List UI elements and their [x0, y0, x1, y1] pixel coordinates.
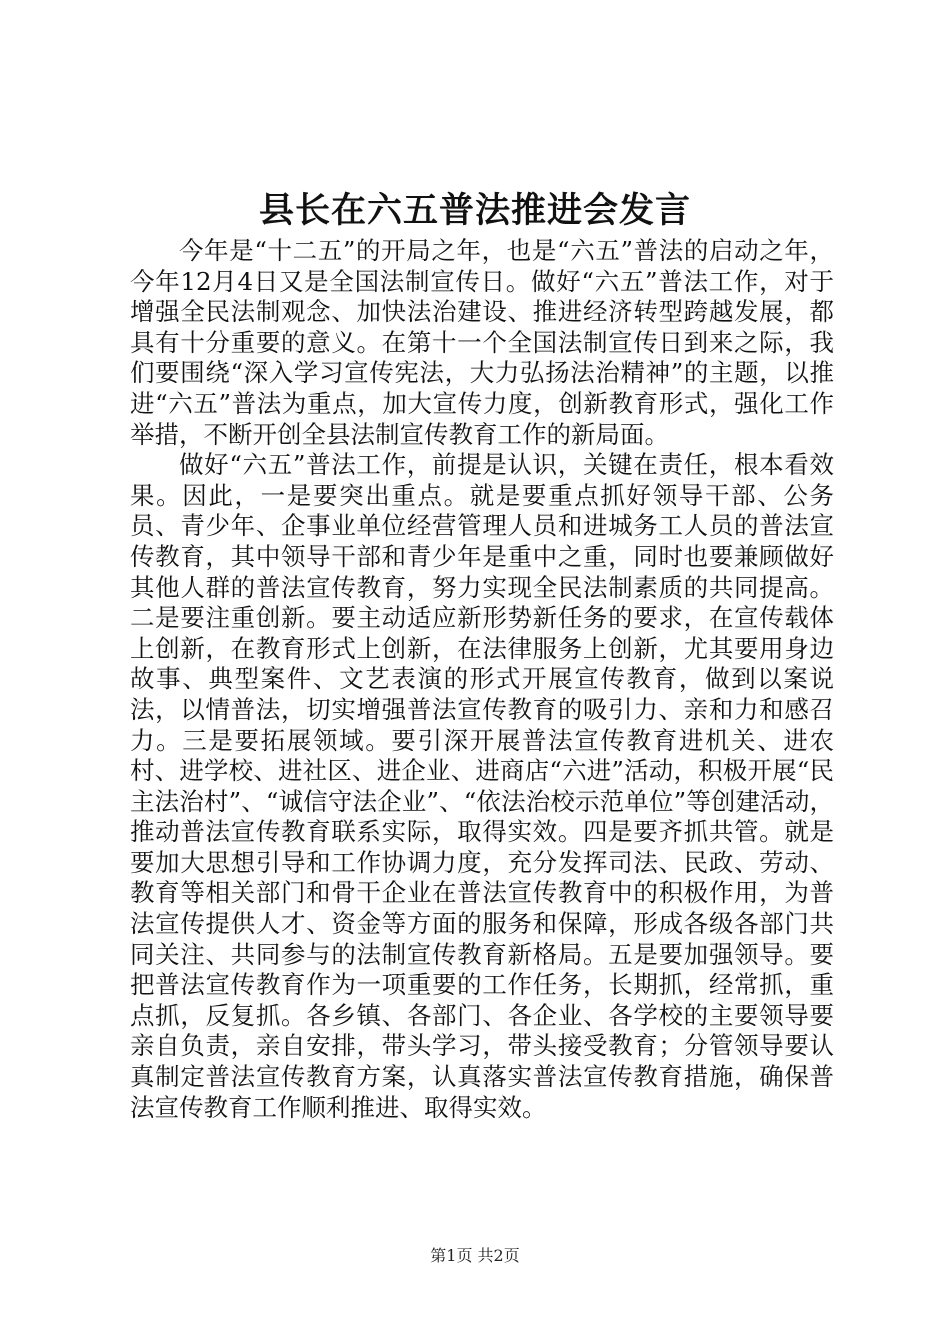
body-paragraph-1: 今年是“十二五”的开局之年，也是“六五”普法的启动之年，今年12月4日又是全国法制宣传日。做好“六五”普法工作，对于增强全民法制观念、加快法治建设、推进经济转型跨越发展，都具有十分重要的意义。在第十一个全国法制宣传日到来之际，我们要围绕“深入学习宣传宪法，大力弘扬法治精神”的主题，以推进“六五”普法为重点，加大宣传力度，创新教育形式，强化工作举措，不断开创全县法制宣传教育工作的新局面。: [130, 236, 834, 449]
document-body: [130, 236, 834, 1123]
body-paragraph-2: 做好“六五”普法工作，前提是认识，关键在责任，根本看效果。因此，一是要突出重点。就是要重点抓好领导干部、公务员、青少年、企事业单位经营管理人员和进城务工人员的普法宣传教育，其中领导干部和青少年是重中之重，同时也要兼顾做好其他人群的普法宣传教育，努力实现全民法制素质的共同提高。二是要注重创新。要主动适应新形势新任务的要求，在宣传载体上创新，在教育形式上创新，在法律服务上创新，尤其要用身边故事、典型案件、文艺表演的形式开展宣传教育，做到以案说法，以情普法，切实增强普法宣传教育的吸引力、亲和力和感召力。三是要拓展领域。要引深开展普法宣传教育进机关、进农村、进学校、进社区、进企业、进商店“六进”活动，积极开展“民主法治村”、“诚信守法企业”、“依法治校示范单位”等创建活动，推动普法宣传教育联系实际，取得实效。四是要齐抓共管。就是要加大思想引导和工作协调力度，充分发挥司法、民政、劳动、教育等相关部门和骨干企业在普法宣传教育中的积极作用，为普法宣传提供人才、资金等方面的服务和保障，形成各级各部门共同关注、共同参与的法制宣传教育新格局。五是要加强领导。要把普法宣传教育作为一项重要的工作任务，长期抓，经常抓，重点抓，反复抓。各乡镇、各部门、各企业、各学校的主要领导要亲自负责，亲自安排，带头学习，带头接受教育；分管领导要认真制定普法宣传教育方案，认真落实普法宣传教育措施，确保普法宣传教育工作顺利推进、取得实效。: [130, 450, 834, 1122]
page-number-footer: 第1页 共2页: [430, 1246, 520, 1265]
document-title: 县长在六五普法推进会发言: [258, 190, 691, 231]
